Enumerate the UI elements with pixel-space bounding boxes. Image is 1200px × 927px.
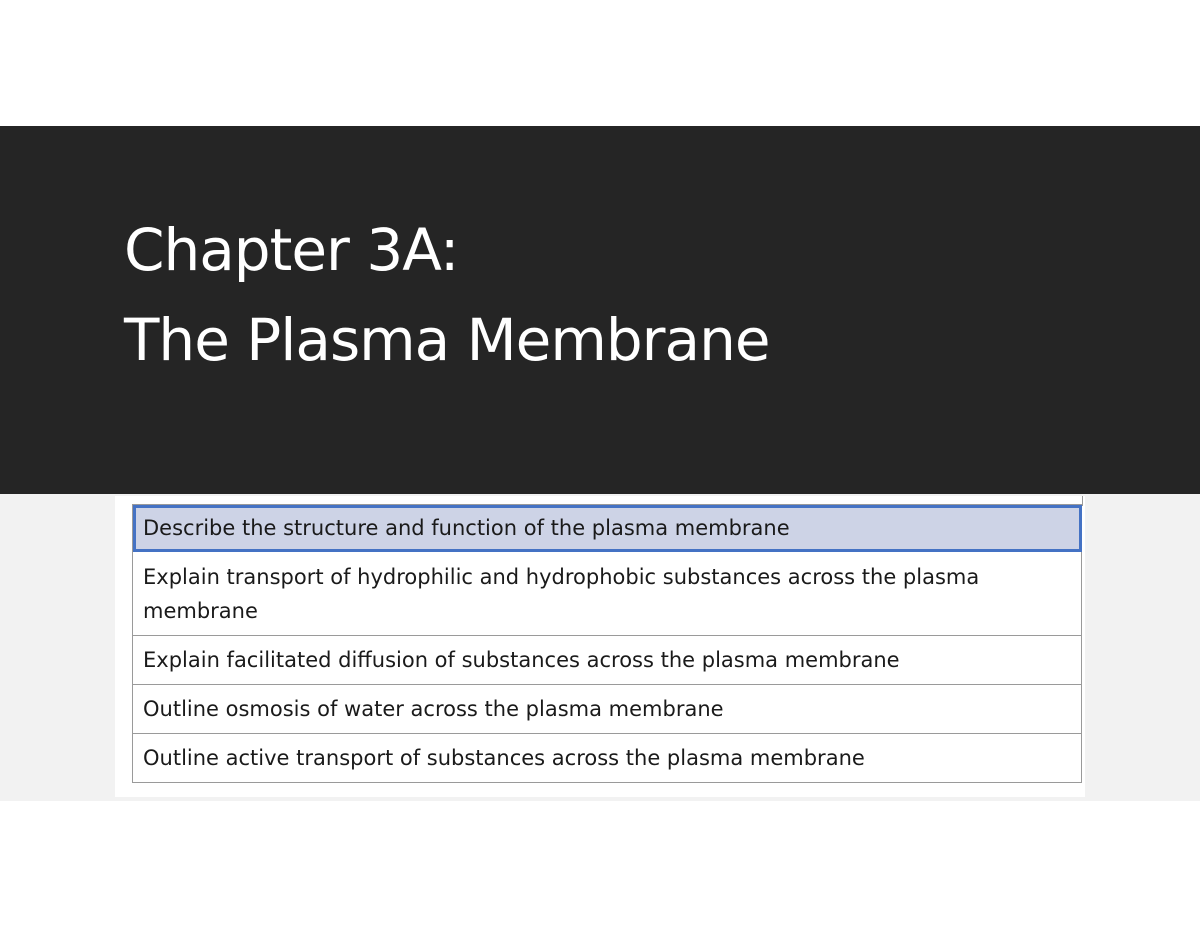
table-row[interactable] — [133, 685, 1082, 734]
title-line-2: The Plasma Membrane — [124, 306, 770, 374]
table-row[interactable] — [133, 636, 1082, 685]
title-line-1: Chapter 3A: — [124, 216, 459, 284]
objectives-table — [132, 504, 1082, 783]
objective-cell: Outline osmosis of water across the plasma membrane — [133, 685, 1082, 734]
objective-cell: Explain transport of hydrophilic and hydrophobic substances across the plasma membrane — [133, 552, 1082, 636]
table-row[interactable] — [133, 552, 1082, 636]
table-row[interactable] — [133, 734, 1082, 783]
objective-cell: Outline active transport of substances across the plasma membrane — [133, 734, 1082, 783]
table-edge-tick — [1082, 496, 1083, 506]
table-row-selected[interactable] — [133, 505, 1082, 552]
slide-title — [124, 205, 770, 385]
objectives-table-image — [115, 496, 1085, 797]
objective-cell: Explain facilitated diffusion of substances across the plasma membrane — [133, 636, 1082, 685]
objective-cell: Describe the structure and function of the plasma membrane — [133, 505, 1082, 552]
